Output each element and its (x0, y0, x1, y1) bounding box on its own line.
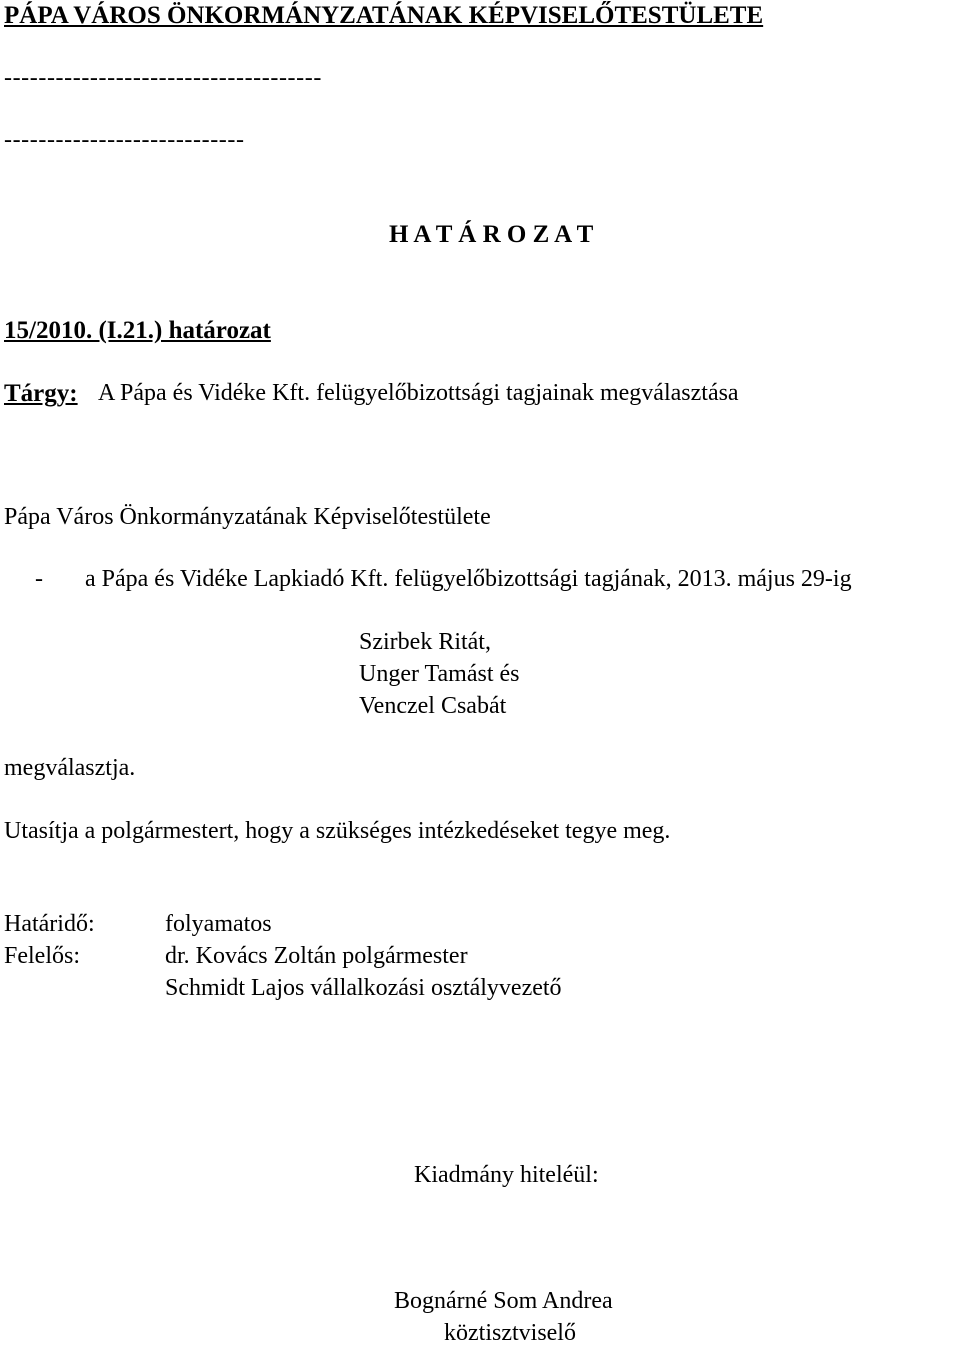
responsible-person: dr. Kovács Zoltán polgármester (165, 943, 468, 969)
council-heading: PÁPA VÁROS ÖNKORMÁNYZATÁNAK KÉPVISELŐTESTÜLETE (4, 2, 764, 29)
deadline-value: folyamatos (165, 911, 272, 937)
bullet-text: a Pápa és Vidéke Lapkiadó Kft. felügyelőbizottsági tagjának, 2013. május 29-ig (85, 566, 852, 592)
responsible-person: Schmidt Lajos vállalkozási osztályvezető (165, 975, 562, 1001)
deadline-label: Határidő: (4, 911, 95, 937)
instruction-text: Utasítja a polgármestert, hogy a szükséges intézkedéseket tegye meg. (4, 818, 671, 844)
separator-line-short: ---------------------------- (4, 127, 245, 153)
resolution-title: H A T Á R O Z A T (389, 221, 594, 248)
elected-member-name: Szirbek Ritát, (359, 629, 491, 655)
elected-member-name: Venczel Csabát (359, 693, 507, 719)
responsible-label: Felelős: (4, 943, 80, 969)
elected-member-name: Unger Tamást és (359, 661, 520, 687)
resolution-number: 15/2010. (I.21.) határozat (4, 317, 271, 344)
separator-line: ------------------------------------- (4, 65, 322, 91)
bullet-dash: - (35, 566, 43, 592)
certification-label: Kiadmány hiteléül: (414, 1162, 599, 1188)
elects-text: megválasztja. (4, 755, 136, 781)
issuer-text: Pápa Város Önkormányzatának Képviselőtestülete (4, 504, 491, 530)
signer-name: Bognárné Som Andrea (394, 1288, 613, 1314)
signer-title: köztisztviselő (444, 1320, 576, 1346)
subject-label: Tárgy: (4, 380, 78, 407)
subject-text: A Pápa és Vidéke Kft. felügyelőbizottsági tagjainak megválasztása (98, 380, 739, 406)
